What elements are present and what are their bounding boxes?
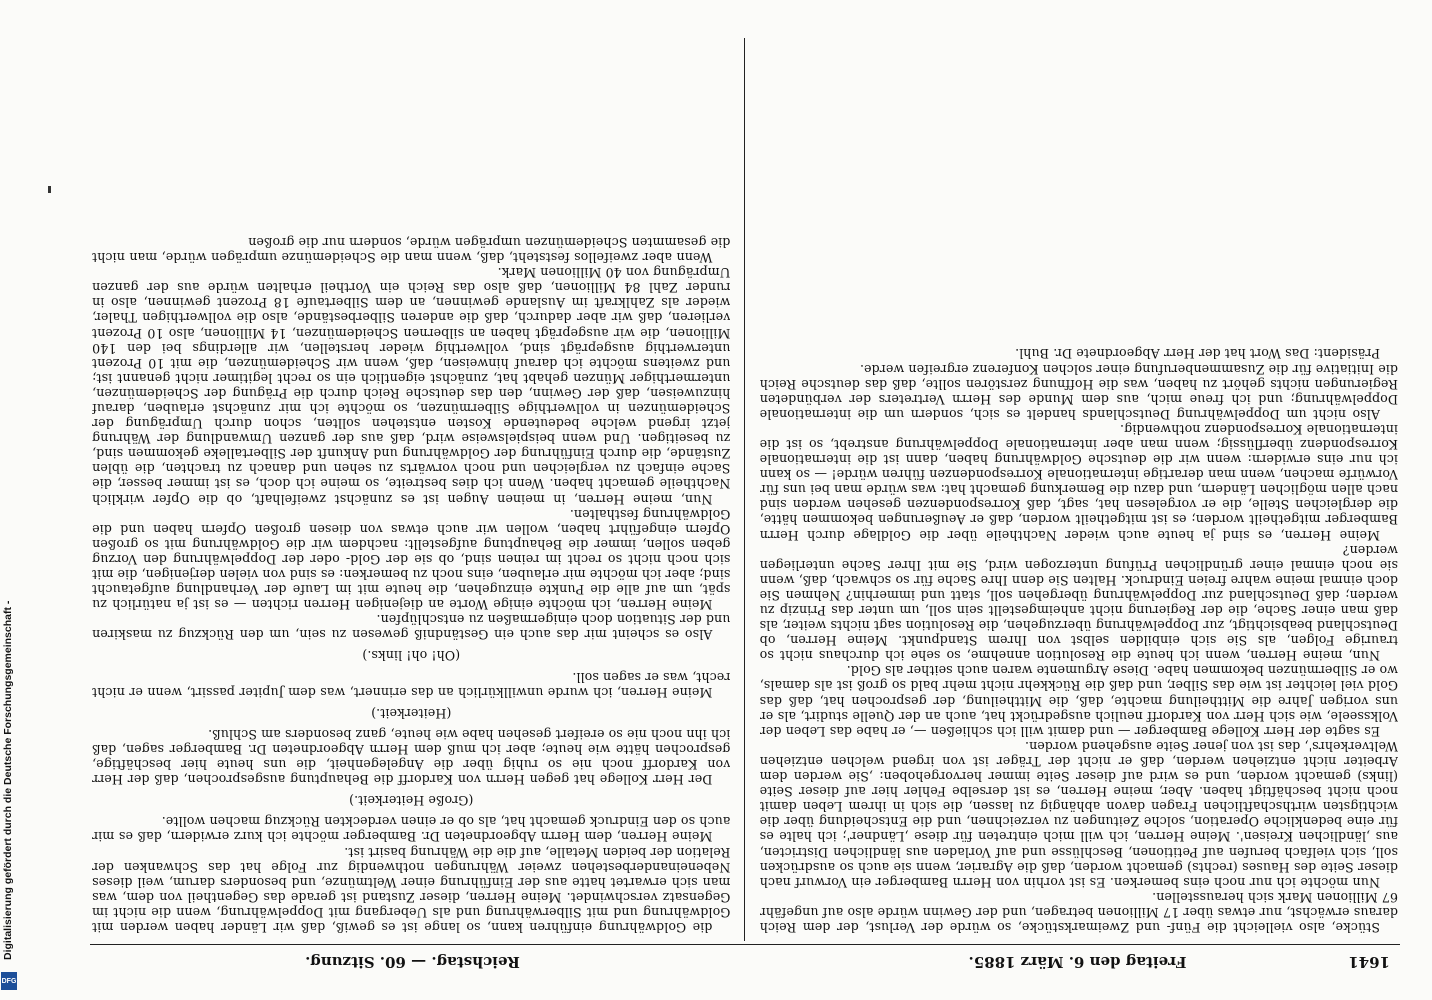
dfg-logo-icon: DFG	[1, 972, 17, 990]
running-head-date: Freitag den 6. März 1885.	[968, 953, 1187, 971]
page-number: 1641	[1348, 953, 1390, 971]
header-rule	[90, 944, 1400, 945]
page-content-rotated	[80, 30, 1410, 975]
paragraph: Meine Herren, es sind ja heute auch wieder Nachtheile über die Goldlage durch Herrn Bamberger mitgetheilt worden; es ist mitgetheilt worden, daß er Aeußerungen bekommen hätte, die dergleichen Stelle, die er vorgelesen hat, sagt, daß Korrespondenzen gesehen werden sind nach allen möglichen Ländern, und dazu die Bemerkung gemacht hat: was würde man bei uns für Vorwürfe machen, wenn man derartige internationale Korrespondenzen führen würde! — so kann ich nur eins erwidern: wenn wir die deutsche Goldwährung haben, dann ist die internationale Korrespondenz überflüssig; wenn man aber internationale Doppelwährung anstrebt, so ist die internationale Korrespondenz nothwendig.	[759, 421, 1398, 543]
paragraph: Der Herr Kollege hat gegen Herrn von Kardorff die Behauptung ausgesprochen, daß der Herr von Kardorff noch nie so ruhig über die Angelegenheit, die uns heute hier beschäftige, gesprochen hätte wie heute; aber ich muß dem Herrn Abgeordneten Dr. Bamberger sagen, daß ich ihn noch nie so ereifert gesehen habe wie heute, ganz besonders am Schluß.	[92, 726, 731, 788]
paragraph: Stücke, also vielleicht die Fünf- und Zweimarkstücke, so würde der Verlust, der dem Reich daraus erwächst, nur etwas über 17 Millionen betragen, und der Gewinn würde also auf ungefähr 67 Millionen Mark sich herausstellen.	[759, 889, 1398, 935]
paragraph: Nun möchte ich nur noch eins bemerken. Es ist vorhin von Herrn Bamberger ein Vorwurf nach dieser Seite des Hauses (rechts) gemacht worden, daß die Agrarier, wenn sie auch so ausdrücken soll, sich vielfach berufen auf Petitionen, Beschlüsse und auf Vorladen aus ländlichen Districten, aus ‚ländlichen Kreisen'. Meine Herren, ich will mich eintreten für diese ‚Ländner'; ich halte es für eine bedenkliche Operation, solche Zeitungen zu verzeichnen, und die Entscheidung über die wichtigsten wirthschaftlichen Fragen davon abhängig zu lassen, die sich in ihrem Leben damit noch nicht beschäftigt haben. Aber, meine Herren, es ist derselbe Fehler hier auf dieser Seite (links) gemacht worden, und es wird auf dieser Seite immer hervorgehoben: ‚Sie werden dem Arbeiter nicht entziehen werden, daß er nicht der Träger ist von irgend welchen entziehen Weltverkehrs', das ist von jener Seite ausgehend worden.	[759, 738, 1398, 890]
running-head	[80, 949, 1410, 975]
paragraph: Nun, meine Herren, wenn ich heute die Resolution annehme, so sehe ich durchaus nicht so traurige Folgen, als Sie sich einbilden selbst von Ihrem Standpunkt. Meine Herren, ob Deutschland beabsichtigt, zur Doppelwährung überzugehen, die Resolution sagt nichts weiter, als daß man einer Sache, die der Regierung nicht anheimgestellt sein soll, um unter das Prinzip zu werden; daß Deutschland zur Doppelwährung übergehen soll, statt und immerhin? Nehmen Sie doch einmal meine wahre freien Eindruck. Halten Sie denn Ihre Sache für so schwach, daß, wenn sie noch einmal einer gründlichen Prüfung unterzogen wird, Sie mit Ihrer Sache unterliegen werden?	[759, 542, 1398, 664]
paragraph: Meine Herren, ich wurde unwillkürlich an das erinnert, was dem Jupiter passirt, wenn er nicht recht, was er sagen soll.	[92, 669, 731, 700]
paragraph: Nun, meine Herren, in meinen Augen ist es zunächst zweifelhaft, ob die Opfer wirklich Nachtheile gemacht haben. Wenn ich dies bestreite, so meine ich doch, es ist immer besser, die Sache einfach zu vergleichen und noch vorwärts zu sehen und danach zu trachten, die üblen Zustände, die durch Einführung der Goldwährung und Ankunft der Silbertalleke gekommen sind, zu beseitigen. Und wenn beispielsweise wird, daß aus der ganzen Umwandlung der Währung jetzt irgend welche bedeutende Kosten entstehen sollten, schon durch Umprägung der Scheidemünzen in vollwerthige Silbermünzen, so möchte ich mir zunächst erlauben, darauf hinzuweisen, daß der Gewinn, den das deutsche Reich durch die Prägung der Scheidemünzen, untermerthiger Münzen gehabt hat, zunächst eigentlich ein so recht legitimer nicht genannt ist; und zweitens möchte ich darauf hinweisen, daß, wenn wir Scheidemünzen, die mit 10 Prozent unterwerthig ausgeprägt sind, vollwerthig wieder herstellen, wir allerdings bei den 140 Millionen, die wir ausgeprägt haben an silbernen Scheidemünzen, 14 Millionen, also 10 Prozent verlieren, daß wir aber dadurch, daß die anderen Silberbestände, also die vollwerthigen Thaler, wieder als Zahlkraft im Auslande gewinnen, an dem Silbertaufe 18 Prozent gewinnen, also in runder Zahl 84 Millionen, daß also das Reich ein Vortheil erhalten würde aus der ganzen Umprägung von 40 Millionen Mark.	[92, 265, 731, 507]
funding-note: Digitalisierung gefördert durch die Deutsche Forschungsgemeinschaft -	[2, 600, 14, 960]
paragraph: Meine Herren, ich möchte einige Worte an diejenigen Herren richten — es ist ja natürlich zu spät, um auf alle die Punkte einzugehen, die heute mit im Laufe der Verhandlung aufgetaucht sind; aber ich möchte mir erlauben, eins noch zu bemerken: es sind von vielen derjenigen, die mit sich noch nicht so recht im reinen sind, ob sie der Gold- oder der Doppelwährung den Vorzug geben sollen, immer die Behauptung aufgestellt: nachdem wir die Goldwährung mit so großen Opfern eingeführt haben, wollen wir auch etwas von diesen großen Opfern haben und die Goldwährung festhalten.	[92, 506, 731, 613]
paragraph: Also nicht um Doppelwährung Deutschlands handelt es sich, sondern um die internationale Doppelwährung; und ich freue mich, aus dem Munde des Herrn Vertreters der verbündeten Regierungen nichts gehört zu haben, was die Hoffnung zerstören sollte, daß das deutsche Reich die Initiative für die Zusammenberufung einer solchen Konferenz ergreifen werde.	[759, 361, 1398, 422]
column-left	[760, 36, 1398, 935]
paragraph: Wenn aber zweifellos feststeht, daß, wenn man die Scheidemünze umprägen würde, man nicht die gesammten Scheidemünzen umprägen würde, sondern nur die großen	[92, 234, 731, 266]
scan-speck	[48, 186, 51, 193]
paragraph: Also es scheint mir das auch ein Geständniß gewesen zu sein, um den Rückzug zu maskiren und der Situation doch einigermaßen zu entschlüpfen.	[92, 612, 731, 643]
paragraph: Meine Herren, dem Herrn Abgeordneten Dr. Bamberger möchte ich kurz erwidern, daß es mir auch so den Eindruck gemacht hat, als ob er einen verdeckten Rückzug machen wollte.	[92, 814, 731, 845]
stage-direction: (Große Heiterkeit.)	[348, 793, 474, 809]
column-divider	[744, 38, 745, 941]
stage-direction: (Oh! oh! links.)	[362, 648, 461, 664]
side-note	[2, 60, 16, 960]
paragraph: Es sagte der Herr Kollege Bamberger — und damit will ich schließen —, er habe das Leben der Volksseele, wie sich Herr von Kardorff neulich ausgedrückt hat, auch an der Quelle studirt, als er uns vorigen Jahre die Mittheilung machte, daß, die Mittheilung, der gesprochen hat, daß das Gold viel leichter ist wie das Silber, und daß die Rückkehr nicht mehr bald so groß ist als damals, wo er Silbermünzen bekommen habe. Diese Argumente waren auch seither als Gold.	[759, 663, 1398, 739]
column-right	[92, 36, 730, 935]
president-statement: Präsident: Das Wort hat der Herr Abgeordnete Dr. Buhl.	[1014, 346, 1380, 362]
stage-direction: (Heiterkeit.)	[371, 705, 452, 721]
paragraph: die Goldwährung einführen kann, so lange ist es gewiß, daß wir Länder haben werden mit Goldwährung und mit Silberwährung und als Uebergang mit Doppelwährung, wenn die nicht im Gegensatz verschwindet. Meine Herren, dieser Zustand ist gerade das Gegentheil von dem, was man sich erwartet hatte aus der Einführung einer Weltmünze, und besonders darum, weil dieses Nebeneinanderbestehen zweier Währungen nothwendig zur Folge hat das Schwanken der Relation der beiden Metalle, auf die die Währung basirt ist.	[92, 844, 731, 935]
running-head-title: Reichstag. — 60. Sitzung.	[305, 953, 520, 971]
